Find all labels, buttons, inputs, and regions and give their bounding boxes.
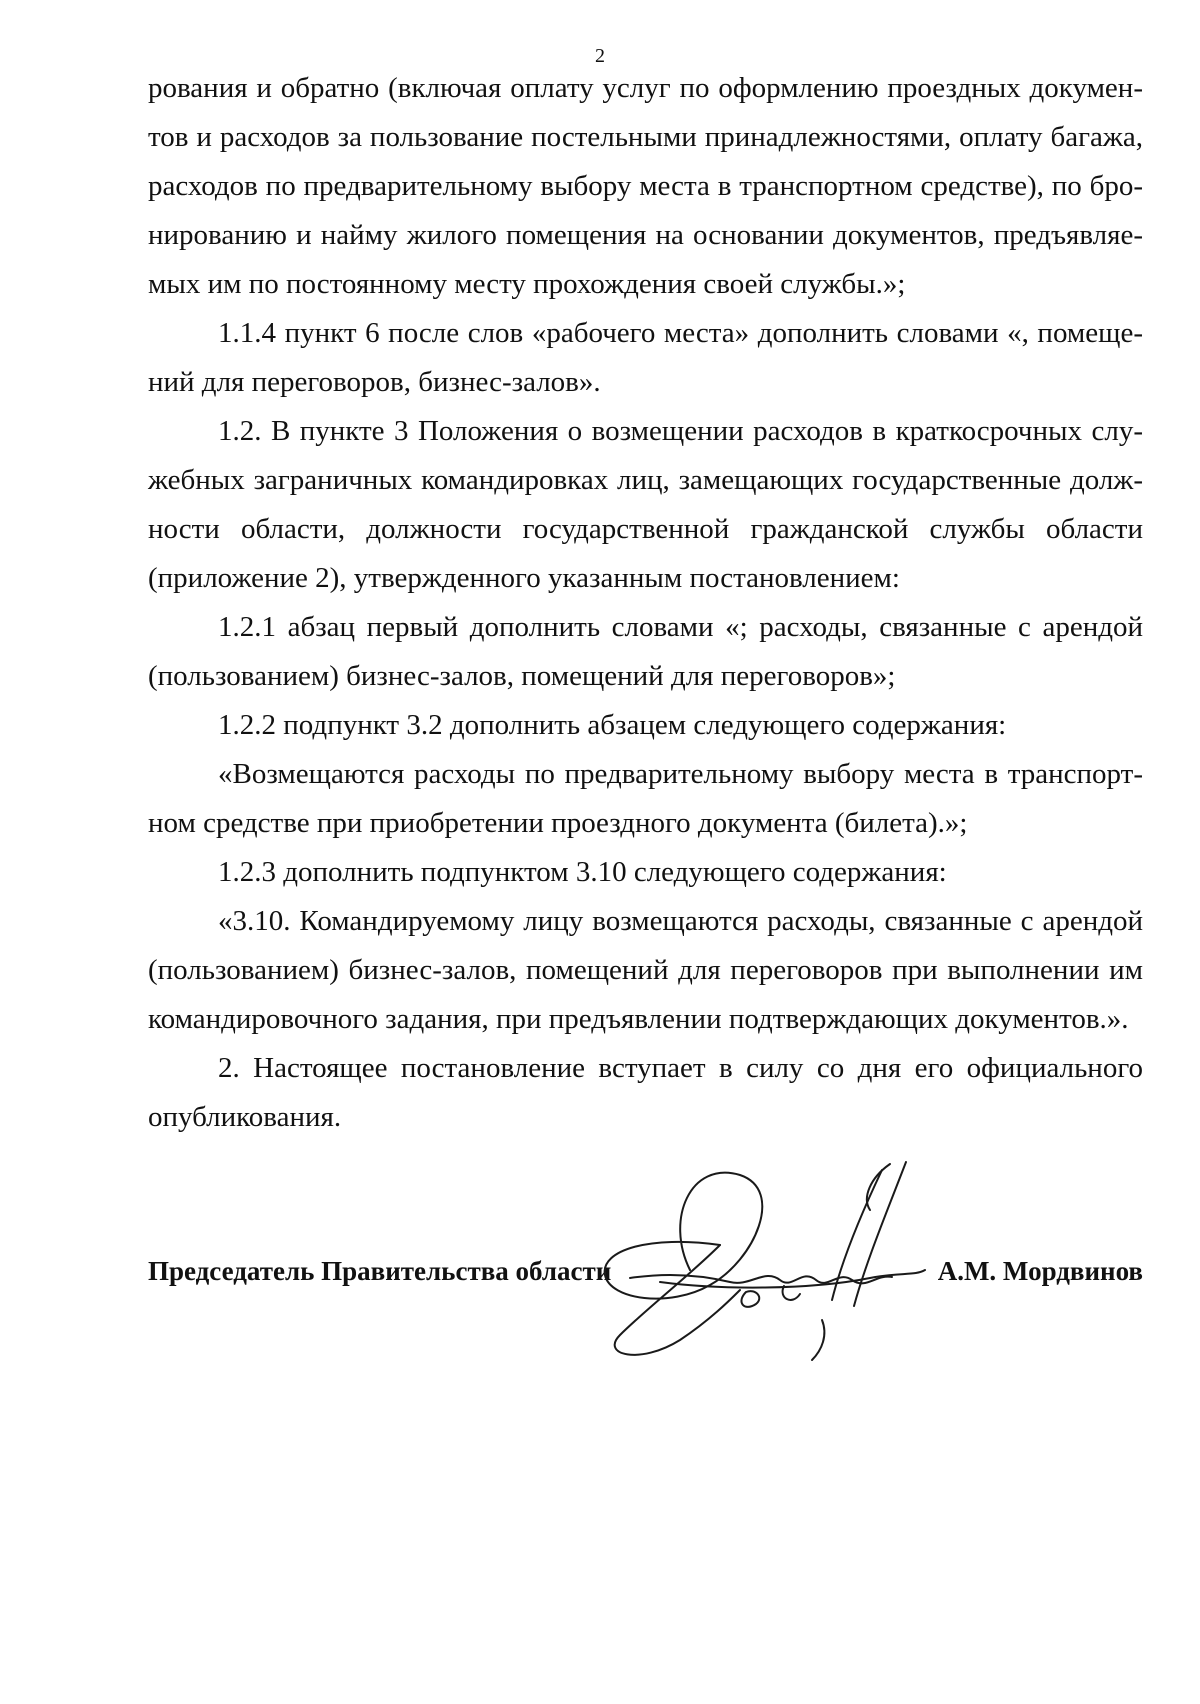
- page-number: 2: [595, 45, 605, 67]
- handwritten-signature: [570, 1150, 970, 1370]
- paragraph: 1.2. В пункте 3 Положения о возмещении расходов в краткосрочных служебных заграничных командировках лиц, замещающих государственные должности области, должности государственной гражданской службы области (приложение 2), утвержденного указанным постановлением:: [148, 415, 1143, 594]
- paragraph: 1.2.2 подпункт 3.2 дополнить абзацем следующего содержания:: [218, 709, 1007, 741]
- paragraph: 1.2.3 дополнить подпунктом 3.10 следующего содержания:: [218, 856, 947, 888]
- paragraph: 2. Настоящее постановление вступает в силу со дня его официального опубликования.: [148, 1052, 1143, 1133]
- paragraph: «Возмещаются расходы по предварительному выбору места в транспортном средстве при приобретении проездного документа (билета).»;: [148, 758, 1143, 839]
- signatory-name: А.М. Мордвинов: [937, 1256, 1143, 1286]
- paragraph: 1.2.1 абзац первый дополнить словами «; расходы, связанные с арендой (пользованием) бизнес-залов, помещений для переговоров»;: [148, 611, 1143, 692]
- signatory-title: Председатель Правительства области: [148, 1256, 612, 1286]
- document-body: [148, 64, 1143, 1142]
- paragraph: 1.1.4 пункт 6 после слов «рабочего места» дополнить словами «, помещений для переговоров, бизнес-залов».: [148, 317, 1143, 398]
- paragraph: «3.10. Командируемому лицу возмещаются расходы, связанные с арендой (пользованием) бизнес-залов, помещений для переговоров при выполнении им командировочного задания, при предъявлении подтверждающих документов.».: [148, 905, 1143, 1035]
- paragraph: рования и обратно (включая оплату услуг по оформлению проездных документов и расходов за пользование постельными принадлежностями, оплату багажа, расходов по предварительному выбору места в транспортном средстве), по бронированию и найму жилого помещения на основании документов, предъявляемых им по постоянному месту прохождения своей службы.»;: [148, 72, 1143, 300]
